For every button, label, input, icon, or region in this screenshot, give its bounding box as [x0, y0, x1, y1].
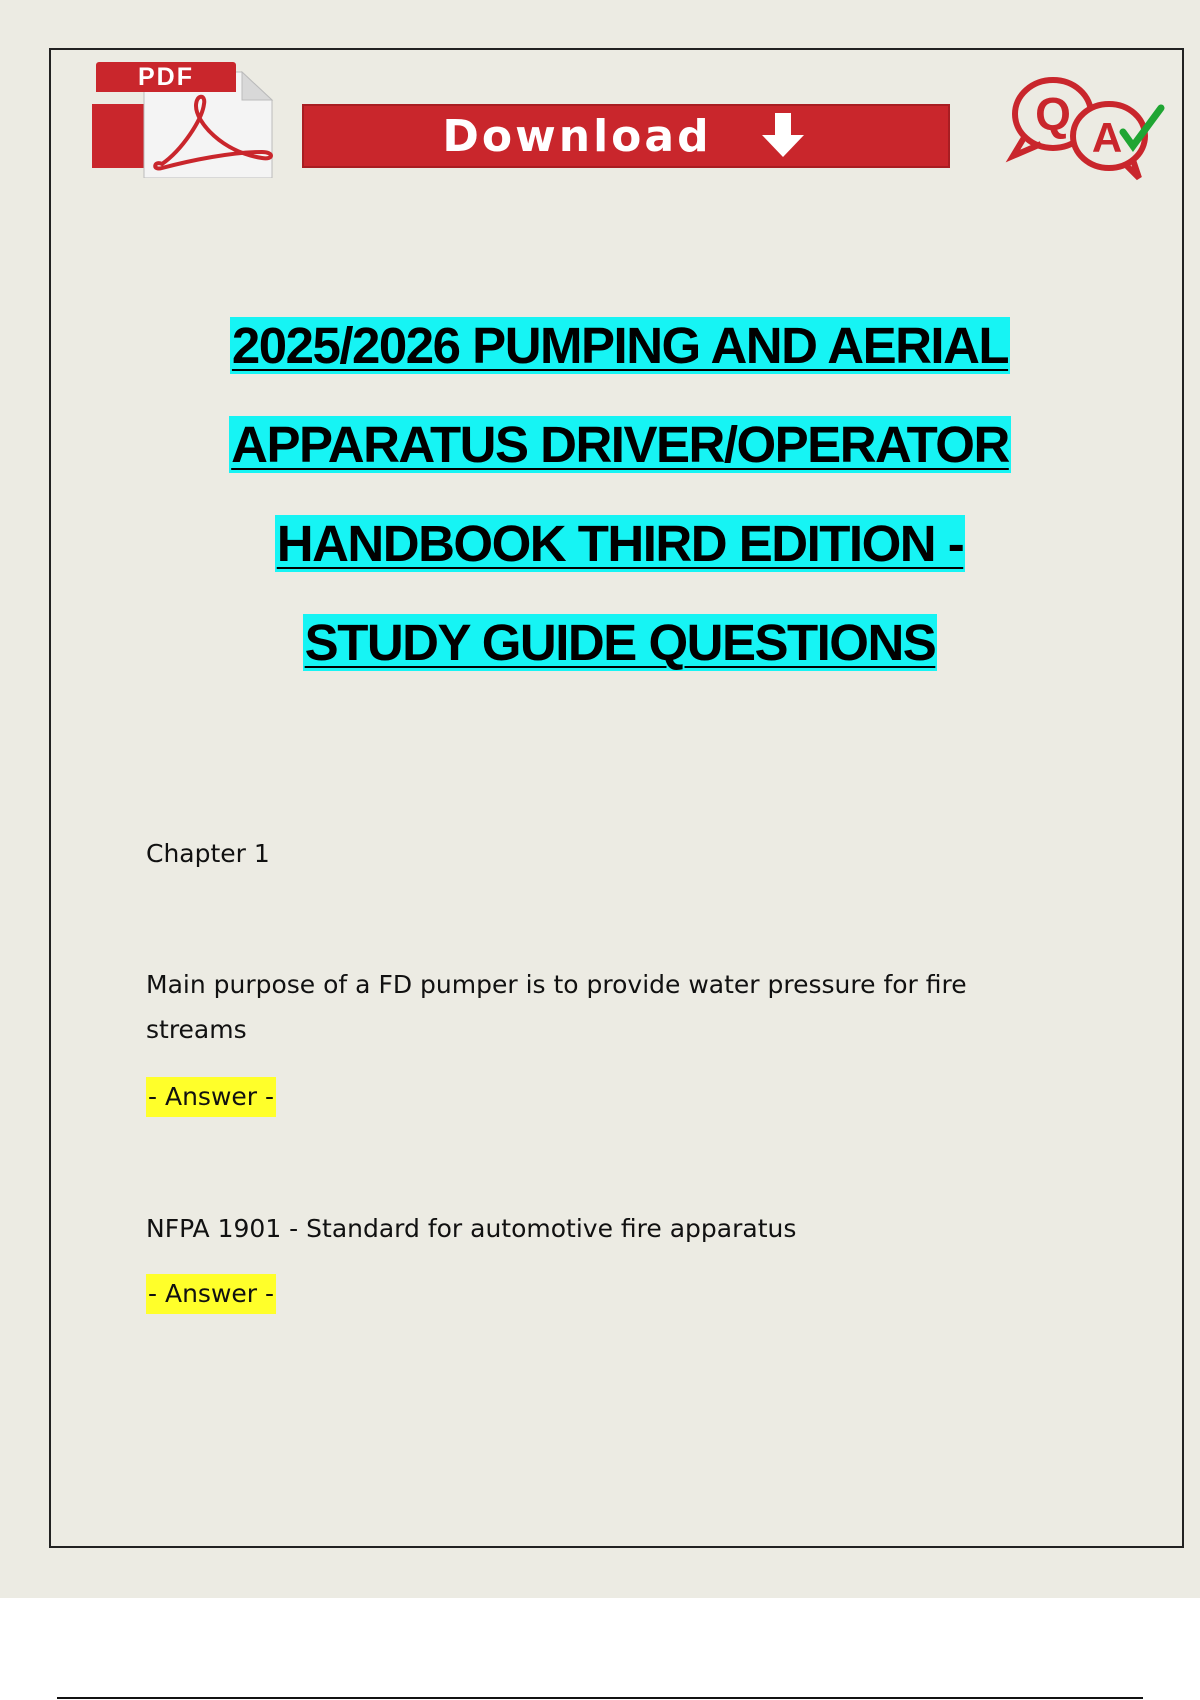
title-line-2: APPARATUS DRIVER/OPERATOR — [231, 416, 1009, 473]
question-2: NFPA 1901 - Standard for automotive fire apparatus — [146, 1214, 797, 1243]
pdf-download-banner[interactable] — [92, 60, 862, 178]
chapter-heading: Chapter 1 — [146, 839, 270, 868]
qa-q-letter: Q — [1035, 88, 1071, 140]
download-button[interactable] — [302, 104, 950, 168]
question-1: Main purpose of a FD pumper is to provide water pressure for fire streams — [146, 970, 967, 1044]
document-title — [80, 296, 1160, 692]
download-arrow-icon — [756, 113, 810, 159]
title-line-1: 2025/2026 PUMPING AND AERIAL — [231, 317, 1009, 374]
footer-divider — [57, 1697, 1143, 1699]
pdf-tag: PDF — [96, 62, 236, 92]
download-label: Download — [442, 110, 712, 162]
answer-label-1: - Answer - — [146, 1077, 276, 1117]
answer-label-2: - Answer - — [146, 1274, 276, 1314]
title-line-3: HANDBOOK THIRD EDITION - — [276, 515, 964, 572]
qa-a-letter: A — [1091, 114, 1123, 161]
qa-logo-icon — [1005, 72, 1175, 182]
title-line-4: STUDY GUIDE QUESTIONS — [304, 614, 936, 671]
page-border — [49, 48, 1184, 1548]
